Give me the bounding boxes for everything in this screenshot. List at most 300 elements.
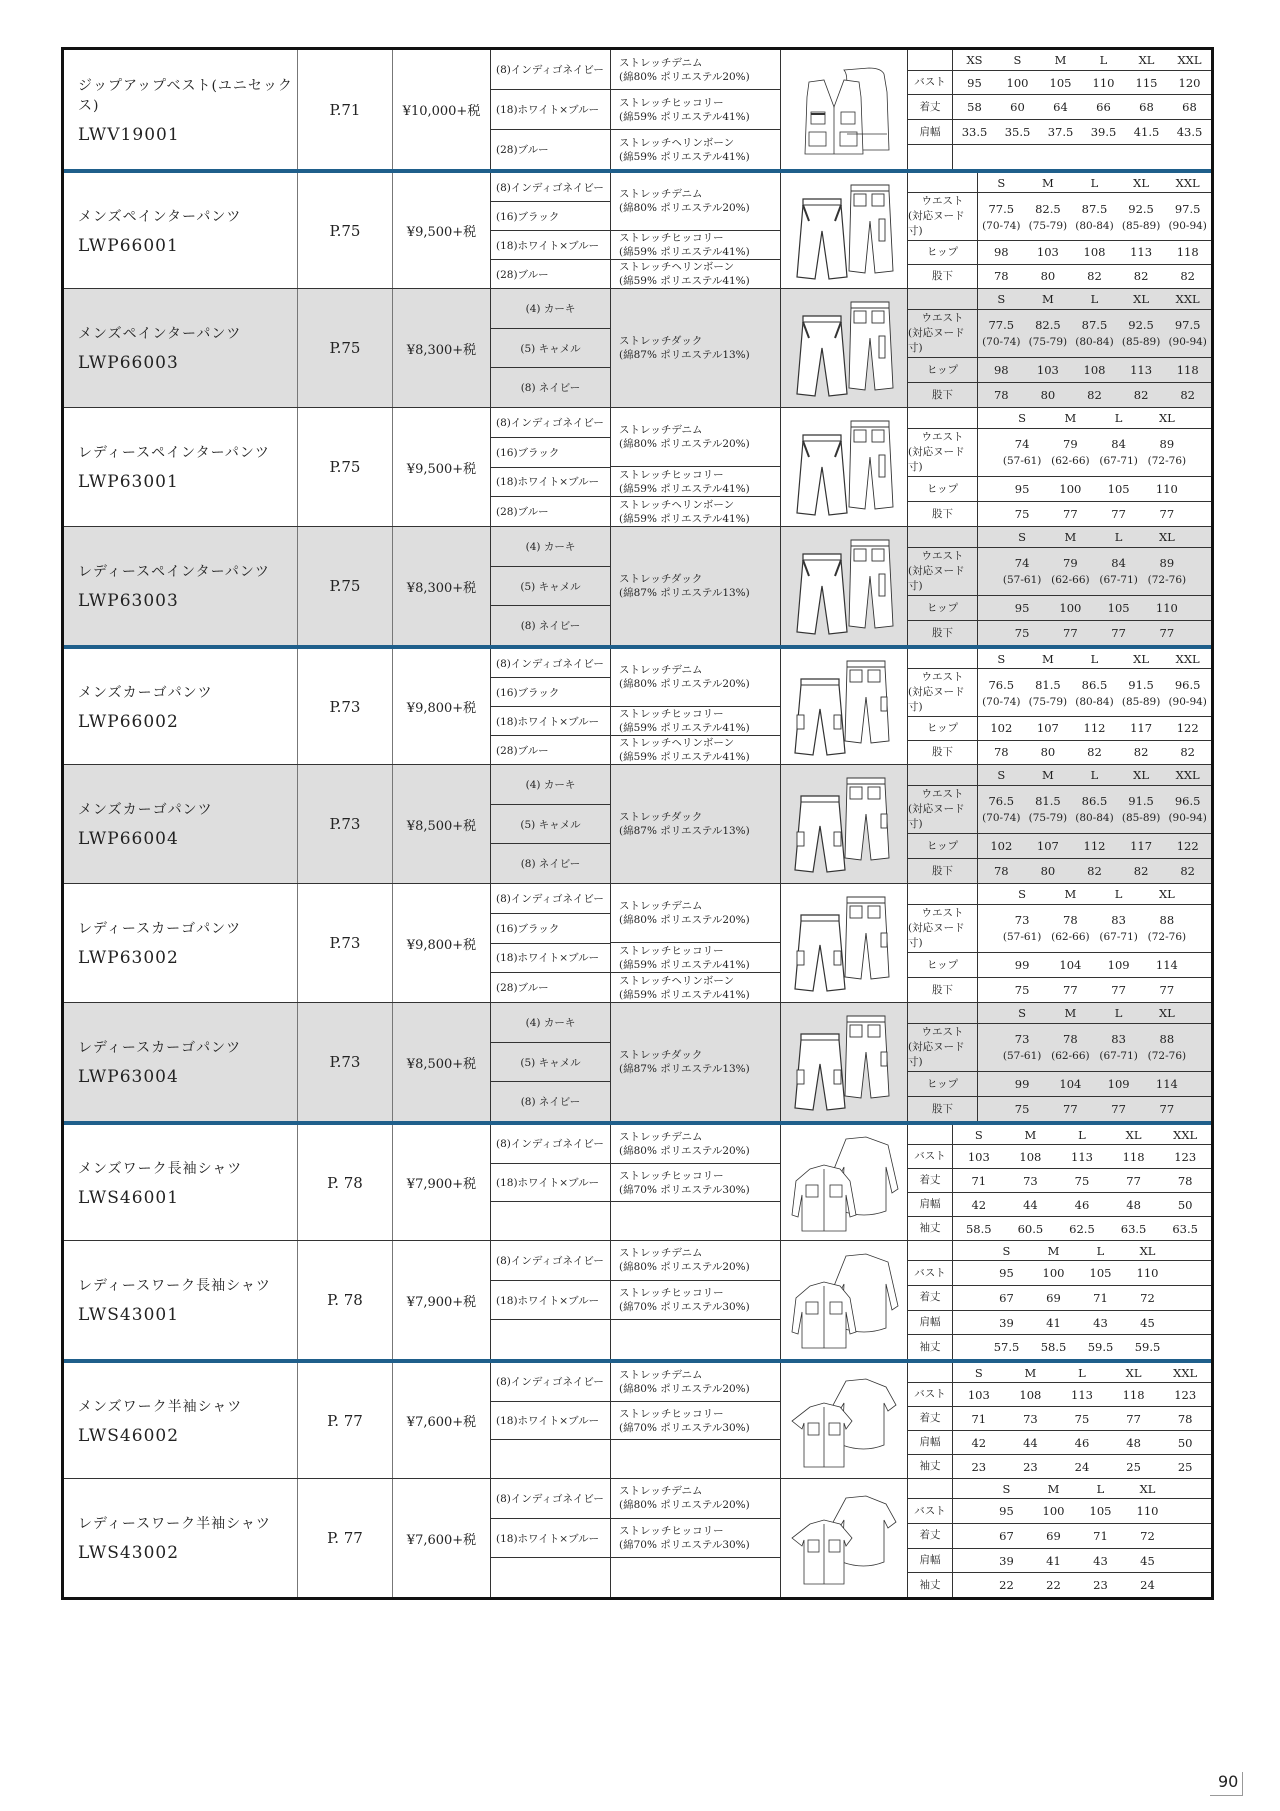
measure-value: 95	[999, 1266, 1014, 1281]
size-measure-row	[908, 1548, 1211, 1573]
nude-size-value: (72-76)	[1147, 574, 1187, 587]
size-measure-row	[908, 620, 1211, 645]
size-name: XXL	[1173, 1365, 1198, 1380]
product-name-cell	[64, 1479, 297, 1597]
measure-label-line: (対応ヌード寸)	[908, 802, 965, 830]
fabric-name: ストレッチヒッコリー	[619, 1287, 724, 1299]
measure-value-line	[978, 556, 1211, 570]
measure-values	[978, 1097, 1211, 1121]
measure-values	[978, 786, 1211, 834]
measure-value-line	[953, 1340, 1211, 1354]
nude-size-value: (70-74)	[982, 695, 1021, 708]
measure-value: 100	[1006, 75, 1029, 90]
nude-size-value: (57-61)	[1002, 931, 1042, 944]
nude-size-value: (67-71)	[1099, 1050, 1138, 1063]
measure-label-line: 股下	[932, 269, 953, 282]
measure-values	[953, 1407, 1211, 1430]
measure-value-line	[953, 100, 1211, 114]
measure-value: 80	[1040, 269, 1056, 284]
measure-value: 78	[1177, 1411, 1193, 1426]
size-measure-row	[908, 1071, 1211, 1096]
measure-value-line	[978, 626, 1211, 640]
product-code: LWP63004	[78, 1067, 179, 1087]
measure-label	[908, 145, 953, 169]
nude-size-value: (62-66)	[1051, 931, 1090, 944]
fabric-option	[611, 1479, 780, 1518]
product-code: LWV19001	[78, 124, 180, 145]
measure-value: 75	[1014, 507, 1030, 522]
size-name: L	[1090, 767, 1099, 782]
size-measure-row	[908, 1523, 1211, 1548]
measure-value: 78	[1063, 1032, 1078, 1047]
size-measure-row	[908, 264, 1211, 288]
fabric-name: ストレッチヒッコリー	[619, 468, 724, 481]
fabric-composition: (綿80% ポリエステル20%)	[619, 70, 750, 83]
color-option: (28)ブルー	[491, 129, 610, 169]
measure-value: 75	[1074, 1173, 1090, 1188]
nude-size-value: (90-94)	[1168, 695, 1207, 708]
measure-value: 48	[1126, 1435, 1141, 1450]
fabric-option	[611, 1401, 780, 1440]
nude-size-value: (75-79)	[1028, 812, 1068, 825]
fabric-composition: (綿87% ポリエステル13%)	[619, 825, 750, 837]
size-name: S	[974, 1127, 983, 1142]
nude-size-value: (80-84)	[1075, 695, 1114, 708]
measure-value: 113	[1071, 1149, 1093, 1164]
size-name: S	[1002, 1243, 1011, 1258]
size-name: XL	[1138, 52, 1155, 67]
cargo-pants-illustration	[780, 884, 907, 1002]
size-header-label	[908, 289, 978, 309]
measure-label-line: 袖丈	[919, 1340, 941, 1353]
size-measure-row	[908, 1334, 1211, 1359]
measure-value: 77	[1126, 1411, 1141, 1426]
measure-label-line: ヒップ	[926, 1077, 959, 1090]
catalog-page-ref: P.75	[297, 408, 392, 526]
color-options	[490, 1479, 610, 1597]
measure-value: 122	[1176, 839, 1199, 854]
measure-label-line: ウエスト	[921, 671, 964, 684]
measure-value: 89	[1159, 556, 1175, 571]
measure-value: 77	[1159, 1102, 1175, 1117]
color-option: (4) カーキ	[525, 1016, 576, 1029]
size-measure-row	[908, 1310, 1211, 1335]
product-code: LWP66003	[78, 353, 179, 373]
measure-nude-line	[978, 220, 1211, 232]
size-header-row	[908, 1241, 1211, 1260]
measure-value-line	[978, 482, 1211, 496]
size-measure-row	[908, 309, 1211, 358]
price: ¥7,900+税	[392, 1241, 490, 1359]
nude-size-value: (85-89)	[1121, 219, 1161, 232]
measure-value: 23	[1093, 1578, 1108, 1593]
measure-value: 99	[1014, 958, 1030, 973]
measure-value: 110	[1155, 482, 1178, 497]
product-name: メンズペインターパンツ	[78, 326, 242, 342]
measure-value: 60.5	[1017, 1221, 1044, 1236]
color-options	[490, 289, 610, 407]
measure-label-line: ヒップ	[926, 958, 959, 971]
measure-label	[908, 1431, 953, 1454]
product-row	[64, 1002, 1211, 1121]
size-header-values	[978, 408, 1211, 428]
fabric-composition: (綿80% ポリエステル20%)	[619, 1382, 750, 1395]
measure-label-line: (対応ヌード寸)	[908, 564, 965, 592]
fabric-option	[611, 1439, 780, 1478]
measure-value: 96.5	[1174, 677, 1201, 692]
size-header-label	[908, 765, 978, 785]
measure-label	[908, 1455, 953, 1478]
measure-value: 77	[1159, 983, 1175, 998]
measure-label	[908, 1261, 953, 1285]
measure-value: 105	[1049, 75, 1072, 90]
measure-values	[953, 1573, 1211, 1597]
fabric-name: ストレッチデニム	[619, 1485, 703, 1498]
measure-value: 103	[1036, 245, 1059, 260]
color-option: (8) ネイビー	[491, 843, 610, 883]
measure-value: 100	[1042, 1266, 1065, 1281]
product-code: LWS43002	[78, 1543, 180, 1563]
measure-value-line	[953, 1222, 1211, 1236]
size-measure-row	[908, 904, 1211, 953]
measure-values	[953, 1499, 1211, 1523]
fabric-composition: (綿87% ポリエステル13%)	[619, 349, 750, 361]
product-row	[64, 1240, 1211, 1359]
measure-label	[908, 596, 978, 620]
measure-values	[953, 1455, 1211, 1478]
size-header-values	[953, 1125, 1211, 1144]
size-name: L	[1078, 1365, 1086, 1380]
size-name: S	[974, 1365, 983, 1380]
product-name: レディースワーク長袖シャツ	[78, 1278, 271, 1294]
measure-value: 75	[1074, 1411, 1090, 1426]
color-options	[490, 1241, 610, 1359]
product-code: LWS43001	[78, 1305, 180, 1325]
measure-value: 25	[1126, 1459, 1141, 1474]
price: ¥8,300+税	[392, 289, 490, 407]
color-option: (16)ブラック	[491, 913, 610, 943]
product-name: レディースペインターパンツ	[78, 445, 270, 461]
measure-label	[908, 717, 978, 740]
measure-values	[953, 1383, 1211, 1406]
fabric-options	[610, 1003, 780, 1121]
measure-label-line: ヒップ	[926, 482, 959, 495]
measure-values	[978, 978, 1211, 1002]
size-measure-row	[908, 977, 1211, 1002]
size-name: M	[1042, 291, 1054, 306]
measure-value: 109	[1107, 958, 1130, 973]
fabric-name: ストレッチヘリンボーン	[619, 136, 735, 149]
measure-nude-line	[978, 931, 1211, 943]
measure-label-line: 股下	[932, 1102, 953, 1115]
fabric-option	[611, 1241, 780, 1280]
size-measure-row	[908, 785, 1211, 834]
long-sleeve-shirt-illustration	[780, 1125, 907, 1240]
fabric-options	[610, 1241, 780, 1359]
measure-label-line: ウエスト	[921, 311, 964, 324]
measure-label	[908, 193, 978, 239]
size-header-label	[908, 527, 978, 547]
product-code: LWP63003	[78, 591, 179, 611]
cargo-pants-illustration	[780, 649, 907, 764]
measure-value: 87.5	[1081, 318, 1108, 333]
measure-label-line: ウエスト	[921, 787, 964, 800]
measure-value: 69	[1046, 1528, 1061, 1543]
measure-value: 103	[1036, 363, 1059, 378]
fabric-option	[611, 408, 780, 466]
measure-value: 71	[1093, 1290, 1108, 1305]
measure-values	[953, 145, 1211, 169]
color-option: (8)インディゴネイビー	[496, 1138, 604, 1151]
color-option: (8) ネイビー	[491, 605, 610, 645]
measure-value-line	[978, 601, 1211, 615]
size-name: XL	[1133, 291, 1149, 306]
fabric-name: ストレッチヒッコリー	[619, 1525, 724, 1537]
measure-label-line: 袖丈	[919, 1578, 941, 1591]
measure-label-line: ヒップ	[926, 721, 959, 734]
product-name: レディースカーゴパンツ	[78, 921, 242, 937]
measure-value: 58	[967, 100, 982, 115]
measure-value: 108	[1083, 363, 1106, 378]
measure-value: 82.5	[1035, 201, 1061, 216]
measure-value: 71	[1093, 1528, 1108, 1543]
fabric-composition: (綿80% ポリエステル20%)	[619, 914, 750, 926]
measure-value: 109	[1107, 1077, 1130, 1092]
fabric-name: ストレッチヒッコリー	[619, 944, 724, 957]
fabric-composition: (綿80% ポリエステル20%)	[619, 678, 750, 691]
size-measure-row	[908, 833, 1211, 858]
color-option: (18)ホワイト×ブルー	[491, 1280, 610, 1320]
size-header-values	[953, 1363, 1211, 1382]
measure-value: 82	[1133, 388, 1149, 403]
measure-label-line: 着丈	[919, 100, 941, 113]
fabric-composition: (綿87% ポリエステル13%)	[619, 1063, 750, 1075]
measure-nude-line	[978, 1050, 1211, 1062]
size-name: S	[997, 291, 1006, 306]
size-name: XL	[1158, 886, 1175, 901]
color-option: (18)ホワイト×ブルー	[491, 1401, 610, 1440]
measure-value: 75	[1014, 983, 1030, 998]
measure-values	[953, 1335, 1211, 1359]
measure-label	[908, 120, 953, 144]
measure-value: 78	[993, 269, 1009, 284]
measure-value-line	[978, 839, 1211, 853]
nude-size-value: (80-84)	[1075, 812, 1114, 825]
color-option: (8)インディゴネイビー	[496, 1376, 604, 1389]
price: ¥8,300+税	[392, 527, 490, 645]
measure-value: 58.5	[1040, 1340, 1067, 1355]
fabric-name: ストレッチヘリンボーン	[619, 498, 735, 511]
size-measure-row	[908, 1285, 1211, 1310]
measure-value-line	[953, 1504, 1211, 1518]
measure-value: 84	[1111, 556, 1126, 571]
measure-value: 78	[993, 388, 1009, 403]
size-name: S	[997, 651, 1006, 666]
measure-value: 105	[1107, 601, 1130, 616]
measure-label-line: 肩幅	[919, 1554, 941, 1567]
measure-label	[908, 1549, 953, 1573]
measure-value: 73	[1023, 1173, 1038, 1188]
measure-label-line: 着丈	[919, 1291, 941, 1304]
size-name: XXL	[1175, 767, 1200, 782]
color-option: (8) ネイビー	[491, 1081, 610, 1121]
size-header-values	[978, 765, 1211, 785]
measure-value-line	[978, 202, 1211, 216]
measure-value: 23	[971, 1459, 987, 1474]
fabric-composition: (綿59% ポリエステル41%)	[619, 150, 750, 163]
measure-value: 46	[1074, 1197, 1090, 1212]
color-option: (4) カーキ	[525, 778, 576, 791]
size-measure-row	[908, 1096, 1211, 1121]
size-measure-row	[908, 547, 1211, 596]
measure-value: 95	[1014, 482, 1030, 497]
measure-value: 96.5	[1174, 794, 1201, 809]
fabric-options	[610, 173, 780, 288]
measure-value: 82.5	[1035, 318, 1061, 333]
color-option: (28)ブルー	[491, 259, 610, 288]
size-measure-row	[908, 1454, 1211, 1478]
product-name: ジップアップベスト(ユニセックス)	[78, 77, 293, 114]
painter-pants-illustration	[780, 408, 907, 526]
size-header-row	[908, 884, 1211, 904]
size-name: L	[1096, 1481, 1105, 1496]
fabric-option	[611, 765, 780, 883]
size-name: S	[1018, 529, 1027, 544]
measure-nude-line	[978, 574, 1211, 586]
measure-label-line: (対応ヌード寸)	[908, 1040, 965, 1068]
measure-label-line: バスト	[914, 1504, 946, 1517]
nude-size-value: (90-94)	[1168, 336, 1207, 349]
product-name: メンズペインターパンツ	[78, 208, 242, 225]
measure-value-line	[978, 678, 1211, 692]
size-name: XXL	[1173, 1127, 1198, 1142]
color-options	[490, 884, 610, 1002]
measure-value: 122	[1176, 721, 1199, 736]
fabric-name: ストレッチヒッコリー	[619, 707, 724, 720]
size-name: XL	[1139, 1481, 1156, 1496]
measure-value: 78	[993, 745, 1009, 760]
size-name: L	[1114, 410, 1123, 425]
measure-value: 80	[1040, 745, 1056, 760]
nude-size-value: (90-94)	[1168, 219, 1207, 232]
fabric-options	[610, 765, 780, 883]
measure-values	[953, 71, 1211, 95]
measure-value: 39.5	[1090, 125, 1117, 140]
measure-value: 82	[1180, 864, 1195, 879]
measure-label	[908, 1524, 953, 1548]
measure-value: 42	[971, 1435, 987, 1450]
fabric-name: ストレッチヒッコリー	[619, 96, 724, 109]
product-code: LWP66004	[78, 829, 179, 849]
measure-label	[908, 978, 978, 1002]
measure-value: 99	[1014, 1077, 1030, 1092]
product-row	[64, 1478, 1211, 1597]
measure-values	[978, 477, 1211, 501]
color-option: (8)インディゴネイビー	[496, 64, 604, 76]
size-name: L	[1090, 175, 1099, 190]
measure-value: 114	[1155, 958, 1178, 973]
size-name: M	[1047, 1243, 1060, 1258]
measure-label-line: (対応ヌード寸)	[908, 210, 965, 238]
measure-value: 39	[999, 1315, 1014, 1330]
measure-value: 118	[1122, 1149, 1145, 1164]
catalog-page-ref: P. 78	[297, 1125, 392, 1240]
fabric-composition: (綿59% ポリエステル41%)	[619, 958, 750, 971]
measure-value: 91.5	[1128, 677, 1154, 692]
color-option	[491, 1557, 610, 1597]
size-measure-row	[908, 1572, 1211, 1597]
measure-label-line: 肩幅	[919, 1198, 941, 1211]
measure-value: 100	[1059, 601, 1082, 616]
measure-value: 75	[1014, 626, 1030, 641]
measure-value: 37.5	[1047, 125, 1074, 140]
measure-label	[908, 953, 978, 977]
product-name: レディースペインターパンツ	[78, 564, 270, 580]
measure-value: 69	[1046, 1290, 1061, 1305]
size-name: M	[1024, 1365, 1037, 1380]
measure-value: 82	[1180, 269, 1195, 284]
color-option: (8)インディゴネイビー	[496, 1254, 604, 1267]
price: ¥9,800+税	[392, 884, 490, 1002]
fabric-options	[610, 884, 780, 1002]
nude-size-value: (57-61)	[1002, 455, 1042, 468]
color-option: (16)ブラック	[491, 677, 610, 706]
nude-size-value: (62-66)	[1051, 1050, 1090, 1063]
measure-value: 110	[1155, 601, 1178, 616]
fabric-name: ストレッチヘリンボーン	[619, 974, 735, 987]
size-measure-row	[908, 1216, 1211, 1240]
size-name: XXL	[1175, 651, 1200, 666]
fabric-name: ストレッチヘリンボーン	[619, 736, 735, 749]
nude-size-value: (57-61)	[1002, 574, 1042, 587]
fabric-option	[611, 884, 780, 942]
measure-value: 35.5	[1004, 125, 1031, 140]
measure-values	[953, 1286, 1211, 1310]
measure-value: 107	[1036, 839, 1059, 854]
color-options	[490, 408, 610, 526]
measure-label-line: 肩幅	[919, 1316, 941, 1329]
price: ¥10,000+税	[392, 50, 490, 169]
size-header-row	[908, 173, 1211, 192]
product-name-cell	[64, 649, 297, 764]
measure-label	[908, 1383, 953, 1406]
product-name-cell	[64, 765, 297, 883]
product-row	[64, 883, 1211, 1002]
measure-value: 68	[1182, 100, 1197, 115]
measure-value: 108	[1083, 245, 1106, 260]
measure-value: 100	[1042, 1504, 1065, 1519]
measure-value-line	[953, 1198, 1211, 1212]
measure-value-line	[978, 864, 1211, 878]
fabric-option	[611, 89, 780, 129]
measure-value: 123	[1174, 1149, 1197, 1164]
nude-size-value: (70-74)	[982, 336, 1021, 349]
catalog-page-ref: P.75	[297, 527, 392, 645]
fabric-name: ストレッチダック	[619, 811, 703, 823]
size-name: M	[1064, 1005, 1077, 1020]
measure-label	[908, 548, 978, 596]
size-measure-row	[908, 1406, 1211, 1430]
measure-label-line: バスト	[914, 1150, 946, 1163]
color-option: (8)インディゴネイビー	[496, 657, 604, 670]
fabric-option	[611, 1363, 780, 1401]
fabric-option	[611, 496, 780, 526]
measure-value: 76.5	[988, 677, 1015, 692]
measure-values	[953, 1169, 1211, 1192]
size-measure-row	[908, 1168, 1211, 1192]
measure-label-line: 肩幅	[919, 125, 941, 138]
measure-values	[978, 717, 1211, 740]
